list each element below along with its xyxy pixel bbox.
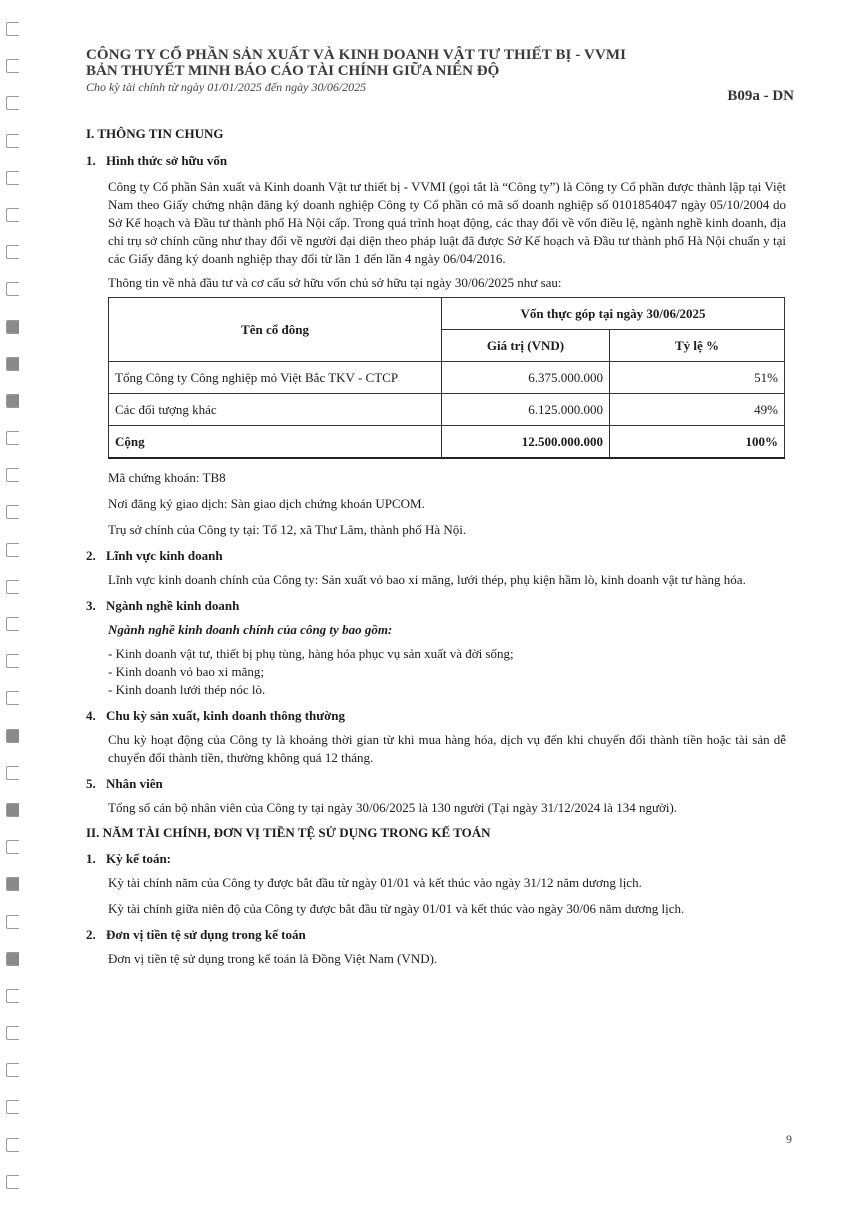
binder-hole [6, 245, 19, 259]
binder-hole [6, 1063, 19, 1077]
shareholder-ratio: 49% [610, 394, 785, 426]
binder-hole [6, 915, 19, 929]
table-row [109, 362, 785, 394]
section-title: I. THÔNG TIN CHUNG [86, 126, 224, 141]
total-ratio: 100% [610, 426, 785, 459]
binder-hole [6, 840, 19, 854]
currency-paragraph: Đơn vị tiền tệ sử dụng trong kế toán là Đồng Việt Nam (VND). [108, 951, 438, 966]
interim-period-paragraph: Kỳ tài chính giữa niên độ của Công ty được bắt đầu từ ngày 01/01 và kết thúc vào ngày 30/06 năm dương lịch. [108, 901, 685, 916]
binder-hole [6, 134, 19, 148]
page-number: 9 [786, 1132, 792, 1146]
subsection-title [86, 775, 786, 793]
binder-hole [6, 691, 19, 705]
list-item: - Kinh doanh lưới thép nóc lò. [108, 682, 266, 697]
fiscal-year-paragraph: Kỳ tài chính năm của Công ty được bắt đầu từ ngày 01/01 và kết thúc vào ngày 31/12 năm dương lịch. [108, 875, 642, 890]
stock-code: Mã chứng khoán: TB8 [108, 470, 226, 485]
exchange-info: Nơi đăng ký giao dịch: Sàn giao dịch chứng khoán UPCOM. [108, 496, 425, 511]
document-body [86, 125, 786, 968]
subsection-number: 2. [86, 548, 96, 563]
binder-hole [6, 208, 19, 222]
subsection-number: 1. [86, 153, 96, 168]
table-total-row [109, 426, 785, 459]
subsection-label: Lĩnh vực kinh doanh [106, 548, 223, 563]
col-header-name: Tên cổ đông [109, 298, 442, 362]
ownership-paragraph: Công ty Cổ phần Sản xuất và Kinh doanh Vật tư thiết bị - VVMI (gọi tắt là “Công ty”) là Công ty Cổ phần được thành lập tại Việt Nam theo Giấy chứng nhận đăng ký doanh nghiệp Công ty Cổ phần có mã số doanh nghiệp số 0101854047 ngày 05/10/2004 do Sở Kế hoạch và Đầu tư thành phố Hà Nội cấp. Trong quá trình hoạt động, các thay đổi về vốn điều lệ, ngành nghề kinh doanh, địa chỉ trụ sở chính cũng như thay đổi về người đại diện theo pháp luật đã được Sở Kế hoạch và Đầu tư thành phố Hà Nội chuẩn y tại các Giấy đăng ký doanh nghiệp thay đổi từ lần 1 đến lần 4 ngày 06/04/2016. [108, 179, 786, 266]
binder-hole [6, 580, 19, 594]
business-field-paragraph: Lĩnh vực kinh doanh chính của Công ty: Sản xuất vỏ bao xi măng, lưới thép, phụ kiện hầm lò, kinh doanh vật tư hàng hóa. [108, 572, 746, 587]
subsection-label: Ngành nghề kinh doanh [106, 598, 240, 613]
form-code: B09a - DN [727, 88, 794, 104]
binder-hole [6, 468, 19, 482]
total-value: 12.500.000.000 [442, 426, 610, 459]
binder-hole [6, 282, 19, 296]
binder-hole [6, 729, 19, 743]
total-label: Cộng [109, 426, 442, 459]
binder-hole [6, 505, 19, 519]
binder-hole [6, 543, 19, 557]
business-lines-lead: Ngành nghề kinh doanh chính của công ty bao gồm: [108, 622, 393, 637]
subsection-title [86, 152, 786, 170]
subsection-label: Chu kỳ sản xuất, kinh doanh thông thường [106, 708, 345, 723]
binder-hole [6, 22, 19, 36]
binder-hole [6, 394, 19, 408]
binder-hole [6, 357, 19, 371]
head-office-address: Trụ sở chính của Công ty tại: Tổ 12, xã Thư Lâm, thành phố Hà Nội. [108, 522, 467, 537]
subsection-title [86, 850, 786, 868]
report-title: BẢN THUYẾT MINH BÁO CÁO TÀI CHÍNH GIỮA NIÊN ĐỘ [86, 63, 500, 79]
subsection-title [86, 707, 786, 725]
subsection-number: 5. [86, 776, 96, 791]
report-period: Cho kỳ tài chính từ ngày 01/01/2025 đến ngày 30/06/2025 [86, 80, 367, 94]
shareholder-value: 6.375.000.000 [442, 362, 610, 394]
business-lines-list [86, 645, 786, 699]
shareholder-name: Tổng Công ty Công nghiệp mỏ Việt Bắc TKV - CTCP [109, 362, 442, 394]
binder-hole [6, 766, 19, 780]
binder-hole [6, 320, 19, 334]
subsection-label: Kỳ kế toán: [106, 851, 171, 866]
company-name: CÔNG TY CỔ PHẦN SẢN XUẤT VÀ KINH DOANH VẬT TƯ THIẾT BỊ - VVMI [86, 47, 627, 63]
subsection-label: Nhân viên [106, 776, 163, 791]
binder-holes [6, 22, 26, 1212]
table-intro: Thông tin về nhà đầu tư và cơ cấu sở hữu vốn chủ sở hữu tại ngày 30/06/2025 như sau: [108, 275, 562, 290]
binder-hole [6, 1175, 19, 1189]
shareholder-value: 6.125.000.000 [442, 394, 610, 426]
subsection-number: 2. [86, 927, 96, 942]
binder-hole [6, 59, 19, 73]
col-header-value: Giá trị (VND) [442, 330, 610, 362]
binder-hole [6, 171, 19, 185]
col-header-group: Vốn thực góp tại ngày 30/06/2025 [442, 298, 785, 330]
employees-paragraph: Tổng số cán bộ nhân viên của Công ty tại ngày 30/06/2025 là 130 người (Tại ngày 31/12/2024 là 134 người). [108, 800, 678, 815]
binder-hole [6, 877, 19, 891]
shareholder-name: Các đối tượng khác [109, 394, 442, 426]
section-title: II. NĂM TÀI CHÍNH, ĐƠN VỊ TIỀN TỆ SỬ DỤNG TRONG KẾ TOÁN [86, 825, 491, 840]
binder-hole [6, 1138, 19, 1152]
binder-hole [6, 654, 19, 668]
binder-hole [6, 1100, 19, 1114]
binder-hole [6, 96, 19, 110]
binder-hole [6, 952, 19, 966]
subsection-label: Đơn vị tiền tệ sử dụng trong kế toán [106, 927, 306, 942]
subsection-title [86, 926, 786, 944]
shareholder-table [108, 297, 785, 459]
subsection-title [86, 547, 786, 565]
subsection-label: Hình thức sở hữu vốn [106, 153, 228, 168]
binder-hole [6, 803, 19, 817]
shareholder-ratio: 51% [610, 362, 785, 394]
binder-hole [6, 431, 19, 445]
list-item: - Kinh doanh vật tư, thiết bị phụ tùng, hàng hóa phục vụ sản xuất và đời sống; [108, 646, 514, 661]
subsection-number: 3. [86, 598, 96, 613]
col-header-ratio: Tỷ lệ % [610, 330, 785, 362]
business-cycle-paragraph: Chu kỳ hoạt động của Công ty là khoảng thời gian từ khi mua hàng hóa, dịch vụ đến khi chuyển đổi thành tiền hoặc tài sản dễ chuyển đổi thành tiền, thường không quá 12 tháng. [108, 732, 786, 765]
binder-hole [6, 1026, 19, 1040]
table-row [109, 394, 785, 426]
binder-hole [6, 617, 19, 631]
subsection-title [86, 597, 786, 615]
subsection-number: 1. [86, 851, 96, 866]
list-item: - Kinh doanh vỏ bao xi măng; [108, 664, 264, 679]
subsection-number: 4. [86, 708, 96, 723]
binder-hole [6, 989, 19, 1003]
document-header [86, 47, 796, 104]
